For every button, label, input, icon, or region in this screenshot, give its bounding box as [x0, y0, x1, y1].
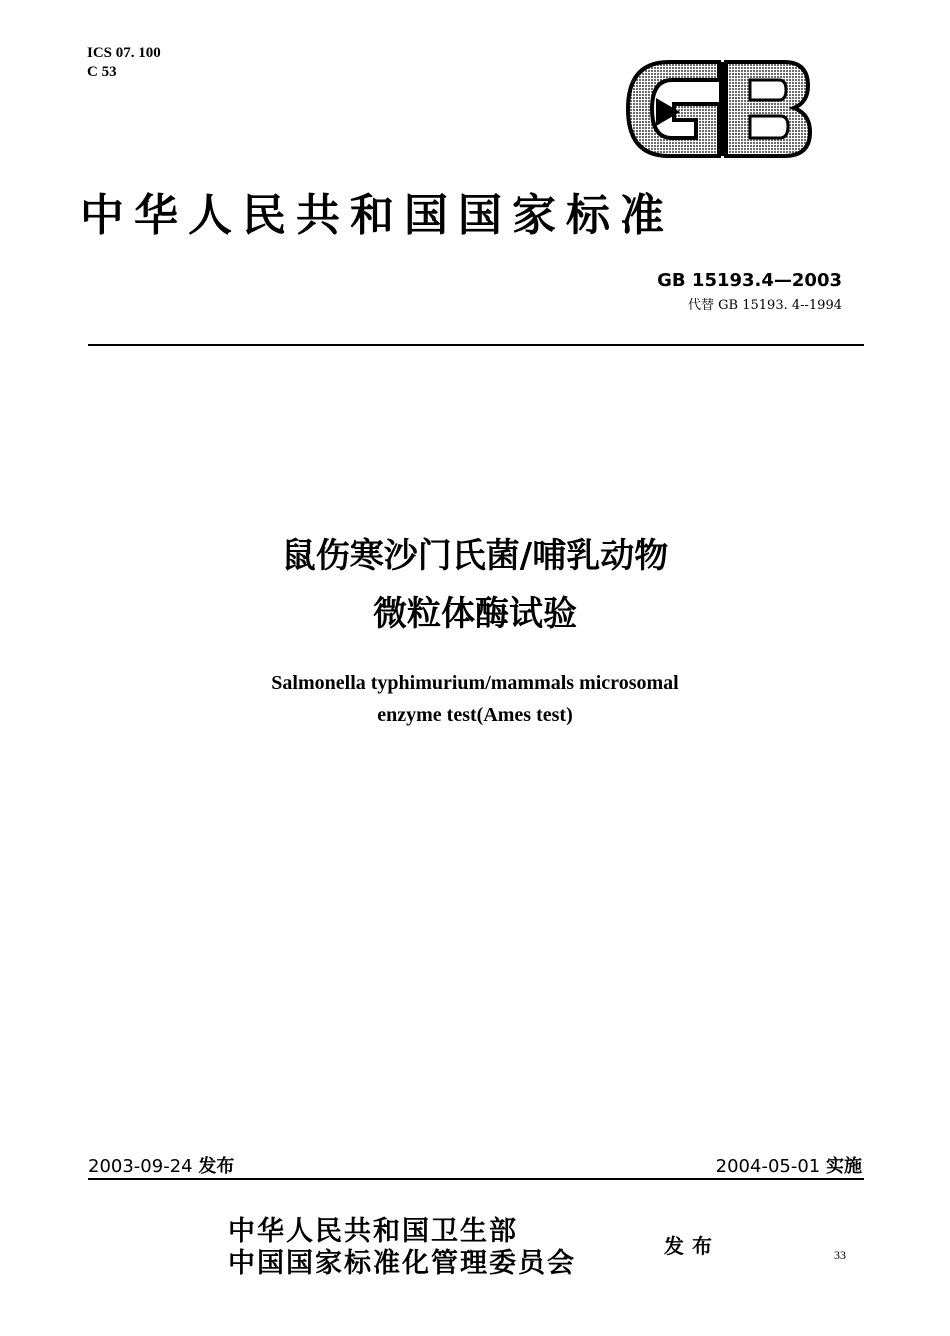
issuer-line2: 中国国家标准化管理委员会	[228, 1248, 576, 1279]
issue-date-block	[88, 1152, 234, 1178]
issuer-action: 发布	[664, 1234, 720, 1258]
page-number: 33	[834, 1248, 846, 1262]
footer-divider	[88, 1178, 864, 1180]
issuer-line1: 中华人民共和国卫生部	[228, 1216, 518, 1247]
implement-date-block	[716, 1152, 862, 1178]
title-cn-line2: 微粒体酶试验	[373, 594, 577, 634]
implement-date: 2004-05-01	[715, 1156, 821, 1177]
gb-logo-icon	[624, 58, 814, 160]
classification-codes	[87, 44, 161, 82]
title-en-line2: enzyme test(Ames test)	[377, 704, 573, 726]
title-cn-line1: 鼠伤寒沙门氏菌/哺乳动物	[281, 536, 669, 576]
issue-label: 发布	[198, 1156, 235, 1177]
issuing-authorities	[228, 1216, 576, 1280]
implement-label: 实施	[826, 1156, 862, 1177]
class-code: C 53	[87, 64, 117, 80]
header-divider	[88, 344, 864, 346]
title-en-line1: Salmonella typhimurium/mammals microsomal	[271, 672, 679, 694]
replaces-standard: 代替 GB 15193. 4--1994	[688, 298, 842, 313]
issue-date: 2003-09-24	[88, 1156, 193, 1177]
standard-title: 中华人民共和国国家标准	[80, 190, 674, 241]
ics-code: ICS 07. 100	[87, 45, 161, 61]
standard-number: GB 15193.4—2003	[657, 270, 842, 291]
gb-logo	[624, 58, 814, 160]
